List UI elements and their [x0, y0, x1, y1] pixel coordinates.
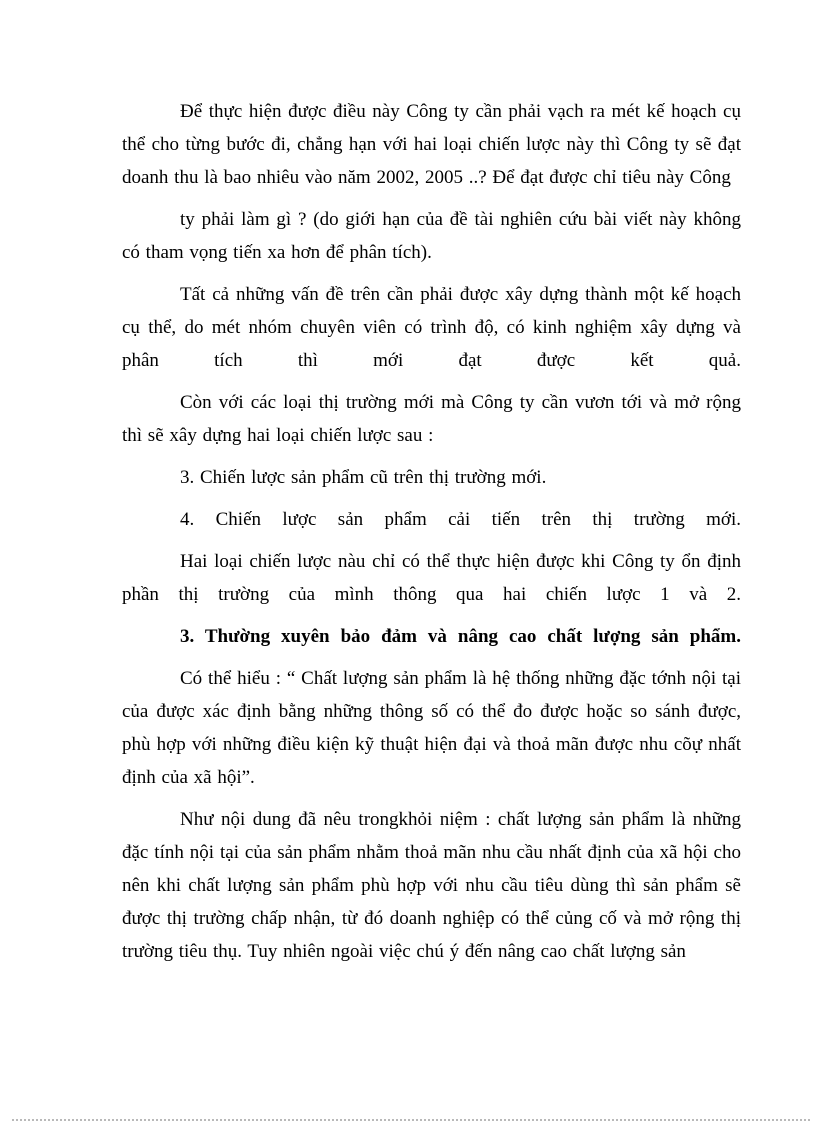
- paragraph-quality-definition: Có thể hiểu : “ Chất lượng sản phẩm là hệ thống những đặc tớnh nội tại của được xác định bằng những thông số có thể đo được hoặc so sánh được, phù hợp với những điều kiện kỹ thuật hiện đại và thoả mãn được nhu cõự nhất định của xã hội”.: [122, 668, 741, 788]
- paragraph-new-markets-intro: Còn với các loại thị trường mới mà Công ty cần vươn tới và mở rộng thì sẽ xây dựng hai loại chiến lược sau :: [122, 392, 741, 446]
- paragraph-plan-continued: ty phải làm gì ? (do giới hạn của đề tài nghiên cứu bài viết này không có tham vọng tiến xa hơn để phân tích).: [122, 209, 741, 263]
- section-heading-quality: 3. Thường xuyên bảo đảm và nâng cao chất lượng sản phẩm.: [180, 626, 741, 647]
- paragraph-strategies-precondition: Hai loại chiến lược nàu chỉ có thể thực hiện được khi Công ty ổn định phần thị trường của mình thông qua hai chiến lược 1 và 2.: [122, 551, 741, 605]
- paragraph-quality-explanation: Như nội dung đã nêu trongkhỏi niệm : chất lượng sản phẩm là những đặc tính nội tại của sản phẩm nhằm thoả mãn nhu cầu nhất định của xã hội cho nên khi chất lượng sản phẩm phù hợp với nhu cầu tiêu dùng thì sản phẩm sẽ được thị trường chấp nhận, từ đó doanh nghiệp có thể củng cố và mở rộng thị trường tiêu thụ. Tuy nhiên ngoài việc chú ý đến nâng cao chất lượng sản: [122, 809, 741, 962]
- paragraph-plan-intro: Để thực hiện được điều này Công ty cần phải vạch ra mét kế hoạch cụ thể cho từng bước đi, chẳng hạn với hai loại chiến lược này thì Công ty sẽ đạt doanh thu là bao nhiêu vào năm 2002, 2005 ..? Để đạt được chỉ tiêu này Công: [122, 101, 741, 188]
- paragraph-plan-summary: Tất cả những vấn đề trên cần phải được xây dựng thành một kế hoạch cụ thể, do mét nhóm chuyên viên có trình độ, có kinh nghiệm xây dựng và phân tích thì mới đạt được kết quả.: [122, 284, 741, 371]
- list-item-strategy-3: 3. Chiến lược sản phẩm cũ trên thị trường mới.: [180, 467, 547, 488]
- list-item-strategy-4: 4. Chiến lược sản phẩm cải tiến trên thị trường mới.: [180, 509, 741, 530]
- page-bottom-dotted-line: [12, 1119, 810, 1121]
